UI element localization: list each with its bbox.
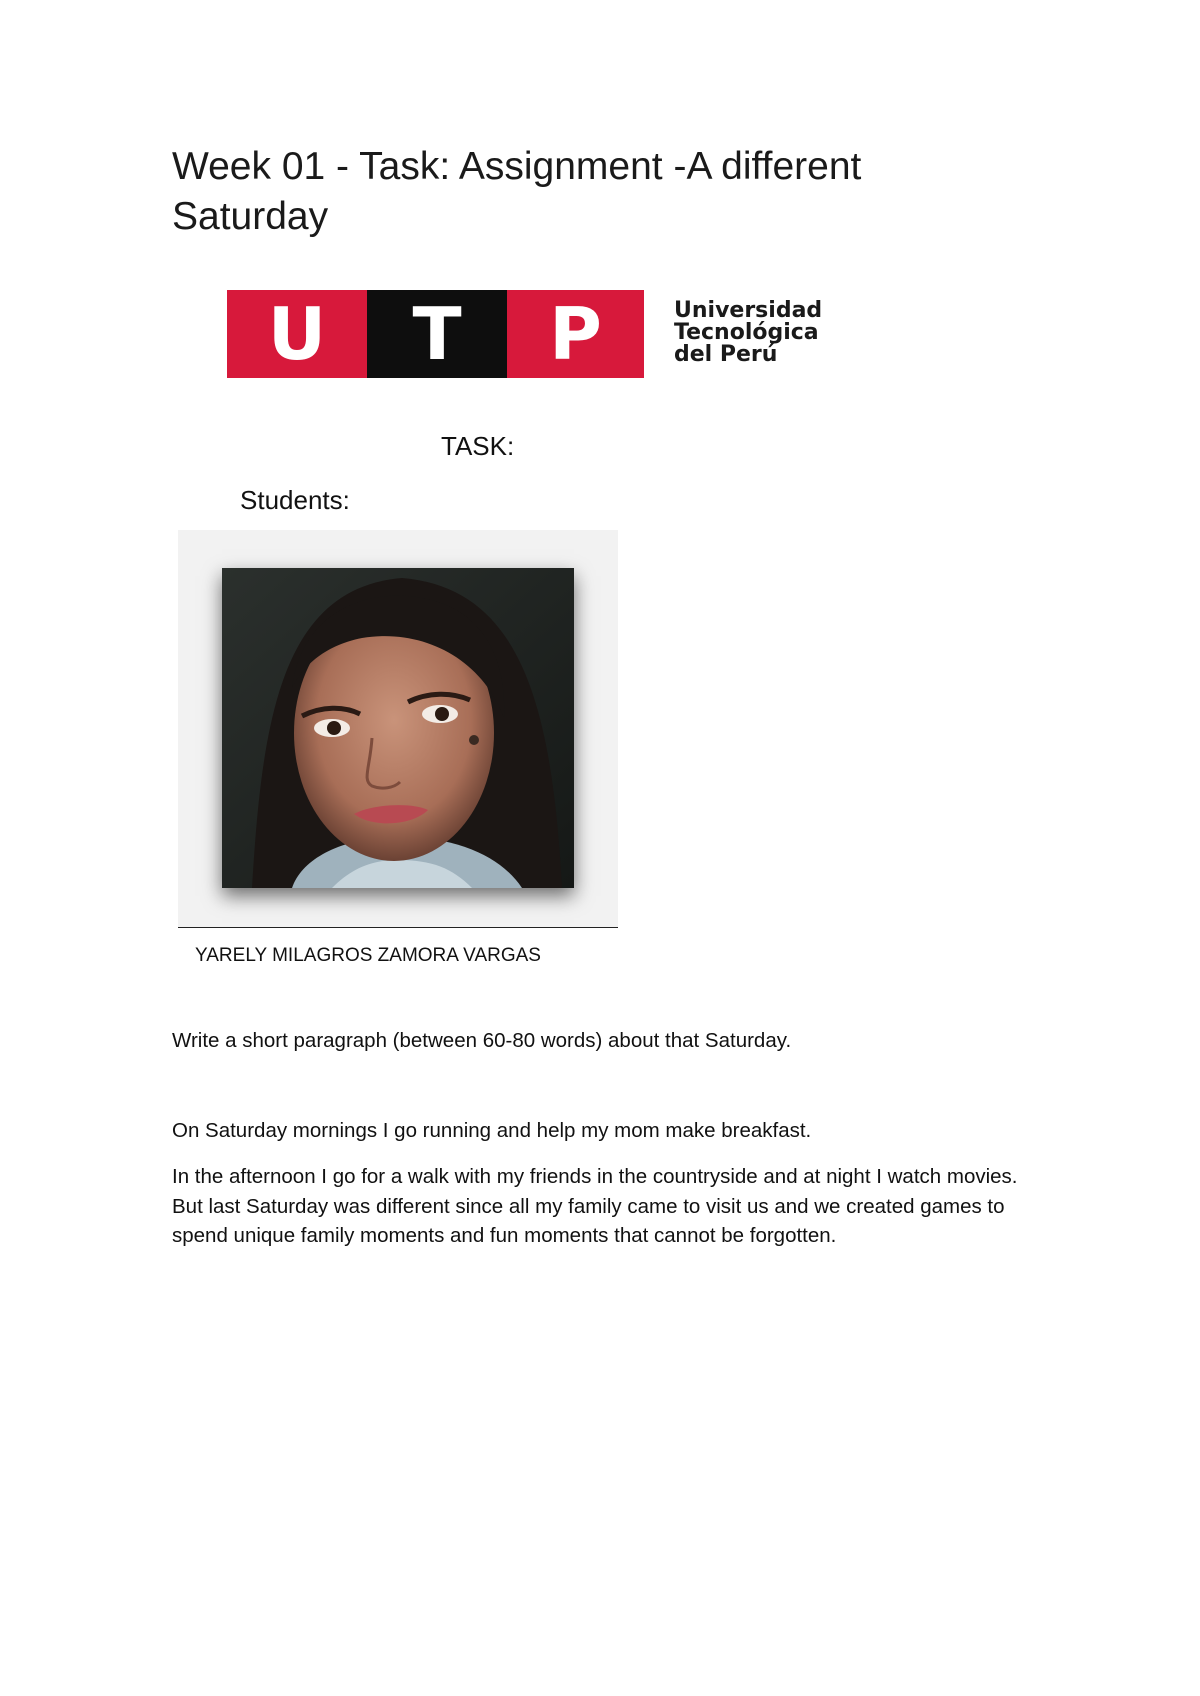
logo-name-line: Tecnológica: [674, 320, 819, 345]
answer-paragraph: In the afternoon I go for a walk with my friends in the countryside and at night I watch movies. But last Saturday was different since all my family came to visit us and we created games to spend unique family moments and fun moments that cannot be forgotten.: [172, 1165, 1018, 1247]
task-label: TASK:: [441, 431, 515, 461]
student-portrait-image: [222, 568, 574, 888]
logo-letter-u: U: [227, 290, 367, 378]
page-title: Week 01 - Task: Assignment -A different Saturday: [172, 145, 862, 238]
student-photo: [222, 568, 574, 888]
logo-university-name: [674, 300, 894, 366]
logo-name-line: del Perú: [674, 342, 778, 367]
logo-letter-p: P: [507, 290, 644, 378]
logo-letter-t: T: [367, 290, 507, 378]
student-name: YARELY MILAGROS ZAMORA VARGAS: [195, 945, 541, 966]
utp-logo: [227, 290, 877, 378]
logo-name-line: Universidad: [674, 298, 823, 323]
student-photo-frame: [178, 530, 618, 928]
assignment-prompt: Write a short paragraph (between 60-80 words) about that Saturday.: [172, 1029, 792, 1052]
answer-paragraph: On Saturday mornings I go running and help my mom make breakfast.: [172, 1119, 812, 1142]
students-label: Students:: [240, 485, 350, 515]
